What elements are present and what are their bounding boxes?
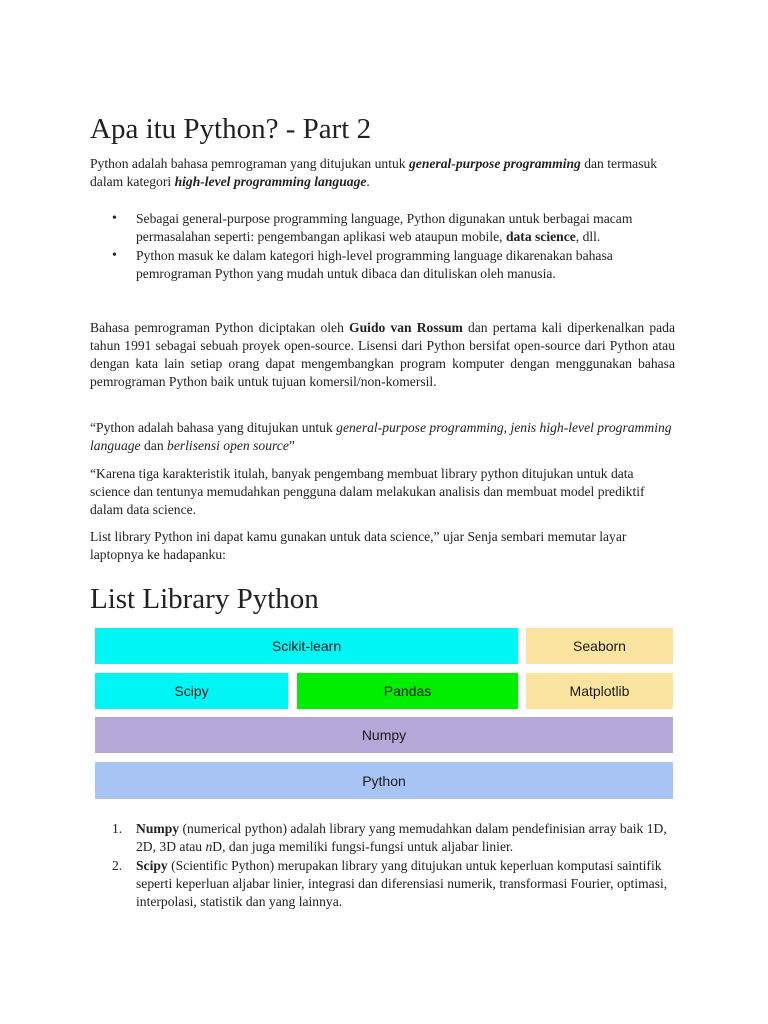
block-scipy: Scipy xyxy=(95,673,288,709)
quote-paragraph-2: “Karena tiga karakteristik itulah, banyak pengembang membuat library python ditujukan untuk data science dan tentunya memudahkan pengguna dalam melakukan analisis dan membuat model prediktif dalam data science. xyxy=(90,466,645,517)
library-stack-diagram xyxy=(95,628,673,799)
quote-paragraph-1 xyxy=(90,419,675,455)
block-python: Python xyxy=(95,762,673,799)
bullet-text: Sebagai general-purpose programming language, Python digunakan untuk berbagai macam permasalahan seperti: pengembangan aplikasi web ataupun mobile, xyxy=(136,211,633,244)
intro-paragraph xyxy=(90,155,675,191)
list-text-1: (numerical python) adalah library yang memudahkan dalam pendefinisian array baik 1D, 2D, 3D atau xyxy=(136,821,667,854)
list-number: 1. xyxy=(112,821,123,836)
page-title: Apa itu Python? - Part 2 xyxy=(90,113,372,145)
list-number: 2. xyxy=(112,858,123,873)
intro-text-3: . xyxy=(366,174,370,189)
list-text-2: D, dan juga memiliki fungsi-fungsi untuk aljabar linier. xyxy=(212,839,514,854)
quote1-emphasis-1: general-purpose programming, jenis high-level programming language xyxy=(90,420,672,453)
block-numpy: Numpy xyxy=(95,717,673,753)
quote1-text-1: “Python adalah bahasa yang ditujukan untuk xyxy=(90,420,337,435)
creator-text-1: Bahasa pemrograman Python diciptakan oleh xyxy=(90,320,350,335)
creator-paragraph xyxy=(90,319,675,391)
section-title: List Library Python xyxy=(90,583,319,615)
list-item xyxy=(110,820,675,856)
block-scikit-learn: Scikit-learn xyxy=(95,628,518,664)
bullet-bold: data science xyxy=(505,229,576,244)
intro-emphasis-1: general-purpose programming xyxy=(409,156,581,171)
list-bold-term: Numpy xyxy=(136,821,180,836)
intro-text-2: dan termasuk dalam kategori xyxy=(90,156,658,189)
numbered-list xyxy=(110,820,675,912)
list-item xyxy=(110,247,675,283)
bullet-text: Python masuk ke dalam kategori high-level programming language dikarenakan bahasa pemrograman Python yang mudah untuk dibaca dan dituliskan oleh manusia. xyxy=(136,248,613,281)
intro-emphasis-2: high-level programming language xyxy=(174,174,367,189)
creator-text-2: dan pertama kali diperkenalkan pada tahun 1991 sebagai sebuah proyek open-source. Lisensi dari Python bersifat open-source dari Python atau dengan kata lain setiap orang dapat mengembangkan program komputer dengan menggunakan bahasa pemrograman Python baik untuk tujuan komersil/non-komersil. xyxy=(90,320,676,389)
quote1-text-2: dan xyxy=(140,438,168,453)
list-item xyxy=(110,857,675,911)
list-bold-term: Scipy xyxy=(136,858,168,873)
list-italic: n xyxy=(205,839,213,854)
quote1-text-3: ” xyxy=(288,438,295,453)
bullet-list xyxy=(110,210,675,284)
intro-text-1: Python adalah bahasa pemrograman yang ditujukan untuk xyxy=(90,156,409,171)
block-seaborn: Seaborn xyxy=(526,628,673,664)
quote1-emphasis-2: berlisensi open source xyxy=(167,438,289,453)
creator-name: Guido van Rossum xyxy=(349,320,463,335)
bullet-text-end: , dll. xyxy=(575,229,601,244)
quote-paragraph-3: List library Python ini dapat kamu gunakan untuk data science,” ujar Senja sembari memutar layar laptopnya ke hadapanku: xyxy=(90,529,627,562)
block-pandas: Pandas xyxy=(297,673,518,709)
block-matplotlib: Matplotlib xyxy=(526,673,673,709)
list-text-1: (Scientific Python) merupakan library yang ditujukan untuk keperluan komputasi saintifik seperti keperluan aljabar linier, integrasi dan diferensiasi numerik, transformasi Fourier, optimasi, interpolasi, statistik dan yang lainnya. xyxy=(136,858,668,909)
list-item xyxy=(110,210,675,246)
